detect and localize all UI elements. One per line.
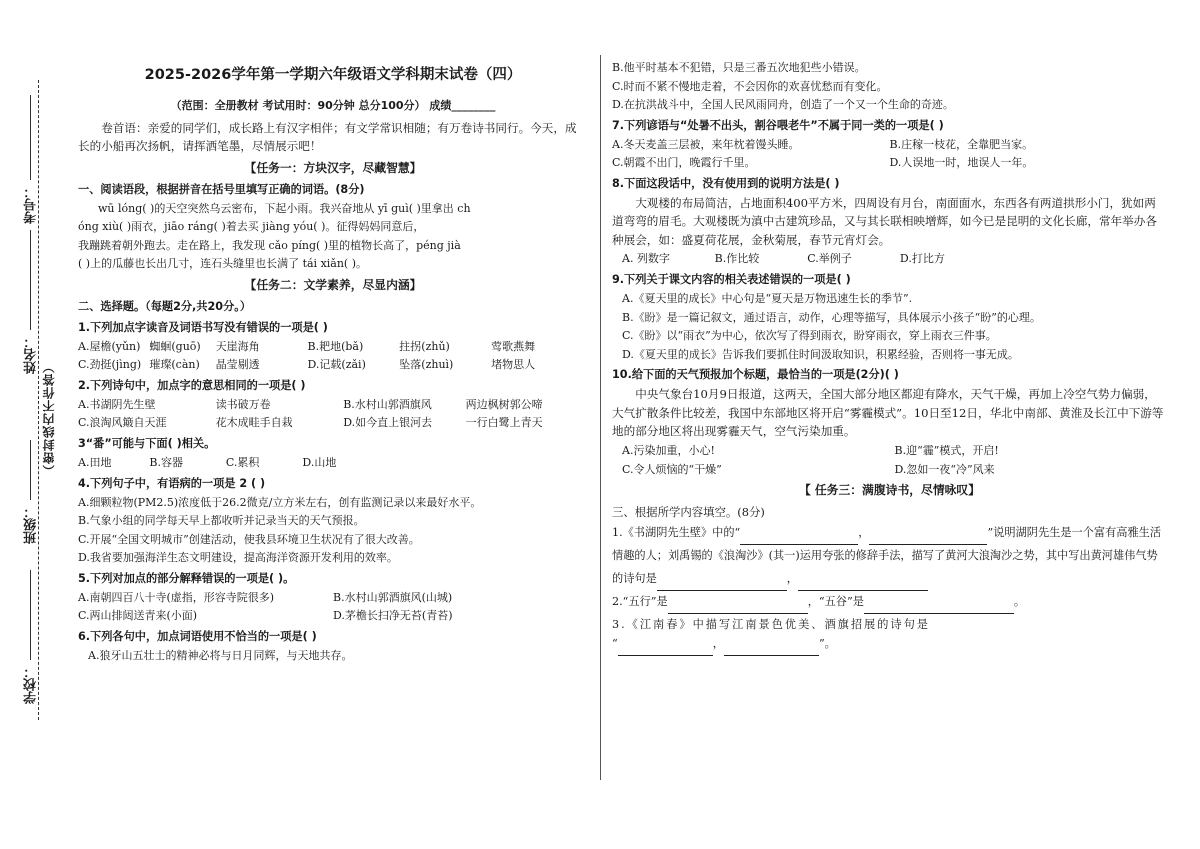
option: D.忽如一夜“冷”风来 (894, 462, 995, 476)
option: D.打比方 (899, 252, 945, 266)
q1-line-2: óng xiù( )雨衣，jiāo ráng( )着去买 jiàng yóu( )。征得妈妈同意后， (78, 220, 425, 234)
binding-margin (0, 0, 60, 849)
exam-info: （范围：全册教材 考试用时：90分钟 总分100分） 成绩________ (170, 99, 496, 113)
q6-option-d: D.在抗洪战斗中，全国人民风雨同舟，创造了一个又一个生命的奇迹。 (612, 98, 954, 112)
option: D.如今直上银河去 (343, 416, 433, 430)
option: D.茅檐长扫净无苔(青苔) (333, 609, 453, 623)
seal-line (38, 80, 39, 720)
exam-title: 2025-2026学年第一学期六年级语文学科期末试卷（四） (144, 67, 522, 83)
option: A.南朝四百八十寺(虚指，形容寺院很多) (78, 590, 275, 604)
banji-label: 班级： (24, 505, 39, 544)
fill-3-text-a: 3.《江南春》中描写江南景色优美、酒旗招展的诗句是 (612, 618, 930, 632)
q10-options-cd (612, 461, 1167, 479)
q2-3-options (78, 454, 588, 472)
xuexiao-line (30, 570, 31, 660)
q3-heading: 三、根据所学内容填空。(8分) (612, 504, 765, 519)
fill-1-text-c: ”说明湖阴先生是一个富有高雅生活情趣的人；刘禹锡的《浪淘沙》(其一)运用夸张的修辞手法，描写了黄河大浪淘沙之势，其中写出黄河雄伟气势的诗句是 (612, 526, 1162, 586)
q2-4-stem: 4.下列句子中，有语病的一项是 2 ( ) (78, 476, 266, 490)
kaohao-line (30, 95, 31, 180)
option: B.水村山郭酒旗风(山城) (333, 590, 453, 604)
q9-option-d: D.《夏天里的成长》告诉我们要抓住时间汲取知识，积累经验，否则将一事无成。 (622, 347, 1019, 361)
option: 天崖海角 (215, 339, 260, 353)
q2-4-option-c: C.开展“全国文明城市”创建活动，使我县环境卫生状况有了很大改善。 (78, 532, 420, 546)
banji-line (30, 440, 31, 500)
q9-stem: 9.下列关于课文内容的相关表述错误的一项是( ) (612, 273, 851, 287)
option: C.累积 (225, 455, 260, 469)
fill-3-text-d: ”。 (818, 636, 836, 650)
preface: 卷首语：亲爱的同学们，成长路上有汉字相伴；有文学常识相随；有万卷诗书同行。今天，成长的小船再次扬帆，请挥洒笔墨，尽情展示吧！ (78, 120, 577, 154)
option: D.山地 (302, 455, 337, 469)
option: D.人误地一时，地误人一年。 (889, 156, 1034, 170)
q7-stem: 7.下列谚语与“处暑不出头，割谷喂老牛”不属于同一类的一项是( ) (612, 118, 944, 132)
q6-option-c: C.时而不紧不慢地走着，不会因你的欢喜忧愁而有变化。 (612, 79, 888, 93)
option: C.劲挺(jìng) (78, 358, 142, 372)
option: C.朝霞不出门，晚霞行千里。 (612, 156, 756, 170)
q2-6-stem: 6.下列各句中，加点词语使用不恰当的一项是( ) (78, 629, 317, 643)
xingming-label: 姓名： (24, 335, 39, 374)
option: 蜘蛔(guō) (149, 339, 201, 353)
task2-heading: 【任务二：文学素养，尽显内涵】 (244, 278, 422, 293)
option: 拄拐(zhǔ) (399, 339, 450, 353)
left-column (78, 58, 588, 666)
q9-option-b: B.《盼》是一篇记叙文，通过语言，动作，心理等描写，具体展示小孩子“盼”的心理。 (622, 310, 1041, 324)
fill-2-text-a: 2.“五行”是 (612, 595, 668, 609)
option: 读书破万卷 (215, 397, 271, 411)
q2-1-stem: 1.下列加点字读音及词语书写没有错误的一项是( ) (78, 320, 328, 334)
option: 莺歌燕舞 (491, 339, 536, 353)
q7-options-cd (612, 154, 1167, 172)
q2-2-options-cd (78, 414, 588, 432)
q2-5-options-cd (78, 607, 588, 625)
fill-3-blank-1[interactable] (618, 655, 713, 656)
fill-3-blank-2[interactable] (724, 655, 819, 656)
q8-stem: 8.下面这段话中，没有使用到的说明方法是( ) (612, 176, 840, 190)
fill-2-text-b: ，“五谷”是 (807, 595, 864, 609)
q2-4-option-b: B.气象小组的同学每天早上都收听并记录当天的天气预报。 (78, 514, 365, 528)
option: A.田地 (78, 455, 112, 469)
option: B.水村山郭酒旗风 (343, 397, 432, 411)
right-column (612, 58, 1167, 656)
fill-1-blank-1[interactable] (740, 544, 858, 545)
q9-option-a: A.《夏天里的成长》中心句是“夏天是万物迅速生长的季节”. (622, 291, 913, 305)
q10-stem: 10.给下面的天气预报加个标题，最恰当的一项是(2分)( ) (612, 368, 899, 382)
q2-6-option-a: A.狼牙山五壮士的精神必将与日月同辉，与天地共存。 (88, 648, 353, 662)
seal-notice: （密封线内不作答） (42, 360, 56, 477)
fill-3-text-b: “ (612, 636, 618, 650)
fill-2-text-c: 。 (1013, 595, 1026, 609)
column-divider (600, 55, 601, 780)
fill-2 (612, 591, 1167, 614)
q10-passage: 中央气象台10月9日报道，这两天，全国大部分地区都迎有降水，天气干燥，再加上冷空气势力偏弱，大气扩散条件比较差，我国中东部地区将开启“雾霾模式”。10日至12日，华北中南部、黄淮及长江中下游等地的部分地区将出现雾霾天气，空气污染加重。 (612, 387, 1164, 439)
option: 坠落(zhuì) (399, 358, 454, 372)
option: A.污染加重，小心! (622, 443, 715, 457)
option: B.作比较 (714, 252, 760, 266)
option: A.冬天麦盖三层被，来年枕着馒头睡。 (612, 137, 800, 151)
q2-5-options-ab (78, 589, 588, 607)
task3-heading: 【 任务三：满腹诗书，尽情咏叹】 (798, 483, 981, 498)
q2-3-stem: 3“番”可能与下面( )相关。 (78, 437, 216, 451)
fill-3-text-c: ， (712, 636, 724, 650)
fill-1-text-b: ， (858, 526, 870, 540)
q2-2-options-ab (78, 396, 588, 414)
option: C.令人烦恼的“干燥” (622, 462, 722, 476)
option: B.耙地(bǎ) (307, 339, 364, 353)
option: C.两山排闼送青来(小面) (78, 609, 198, 623)
fill-1-text-d: ， (786, 572, 798, 586)
fill-1-text-a: 1.《书湖阴先生壁》中的“ (612, 526, 741, 540)
option: A.书湖阴先生壁 (78, 397, 156, 411)
q1-line-4: ( )上的瓜藤也长出几寸，连石头缝里也长满了 tái xiǎn( )。 (78, 257, 368, 271)
option: C.举例子 (807, 252, 852, 266)
kaohao-label: 考号： (24, 185, 39, 224)
xuexiao-label: 学校： (24, 665, 39, 704)
xingming-line (30, 230, 31, 330)
option: 一行白鹭上青天 (465, 416, 543, 430)
q10-options-ab (612, 442, 1167, 460)
option: A.屋檐(yǔn) (78, 339, 141, 353)
option: B.迎“霾”模式，开启! (894, 443, 999, 457)
option: 花木成畦手自栽 (215, 416, 293, 430)
option: 晶莹剔透 (215, 358, 260, 372)
task1-heading: 【任务一：方块汉字，尽藏智慧】 (244, 160, 422, 175)
q2-2-stem: 2.下列诗句中，加点字的意思相同的一项是( ) (78, 378, 306, 392)
q6-option-b: B.他平时基本不犯错，只是三番五次地犯些小错误。 (612, 61, 866, 74)
q2-1-options-ab (78, 338, 588, 356)
q9-option-c: C.《盼》以“雨衣”为中心，依次写了得到雨衣，盼穿雨衣，穿上雨衣三件事。 (622, 329, 997, 343)
q2-heading: 二、选择题。（每题2分,共20分。） (78, 299, 252, 313)
q1-heading: 一、阅读语段，根据拼音在括号里填写正确的词语。(8分) (78, 182, 365, 196)
option: 堵物思人 (491, 358, 536, 372)
option: 璀璨(càn) (149, 358, 200, 372)
q8-passage: 大观楼的布局简洁，占地面积400平方米，四周设有月台，南面面水，东西各有两道拱形小门，犹如两道弯弯的眉毛。大观楼既为滇中古建筑珍品，又与其长联相映增辉，如今已是昆明的文化长廊，常年举办各种展会，如：盛夏荷花展，金秋菊展，春节元宵灯会。 (612, 195, 1157, 247)
option: D.记载(zǎi) (307, 358, 366, 372)
option: C.浪淘风簸自天涯 (78, 416, 167, 430)
q1-line-3: 我蹦跳着朝外跑去。走在路上，我发现 cǎo píng( )里的植物长高了，péng jià (78, 238, 461, 252)
q2-4-option-d: D.我省要加强海洋生态文明建设，提高海洋资源开发利用的效率。 (78, 551, 398, 565)
q2-4-option-a: A.细颗粒物(PM2.5)浓度低于26.2微克/立方米左右，创有监测记录以来最好水平。 (78, 495, 482, 509)
option: 两边枫树郭公啼 (465, 397, 543, 411)
option: B.庄稼一枝花，全靠肥当家。 (889, 137, 1034, 151)
q7-options-ab (612, 136, 1167, 154)
option: A. 列数字 (622, 252, 670, 266)
fill-1 (612, 522, 1167, 591)
q8-options (612, 250, 1167, 268)
q2-5-stem: 5.下列对加点的部分解释错误的一项是( )。 (78, 571, 295, 585)
q2-1-options-cd (78, 356, 588, 374)
fill-1-blank-2[interactable] (869, 544, 987, 545)
option: B.容器 (149, 455, 183, 469)
q1-line-1: wū lóng( )的天空突然乌云密布，下起小雨。我兴奋地从 yī guì( )里拿出 ch (98, 201, 471, 215)
